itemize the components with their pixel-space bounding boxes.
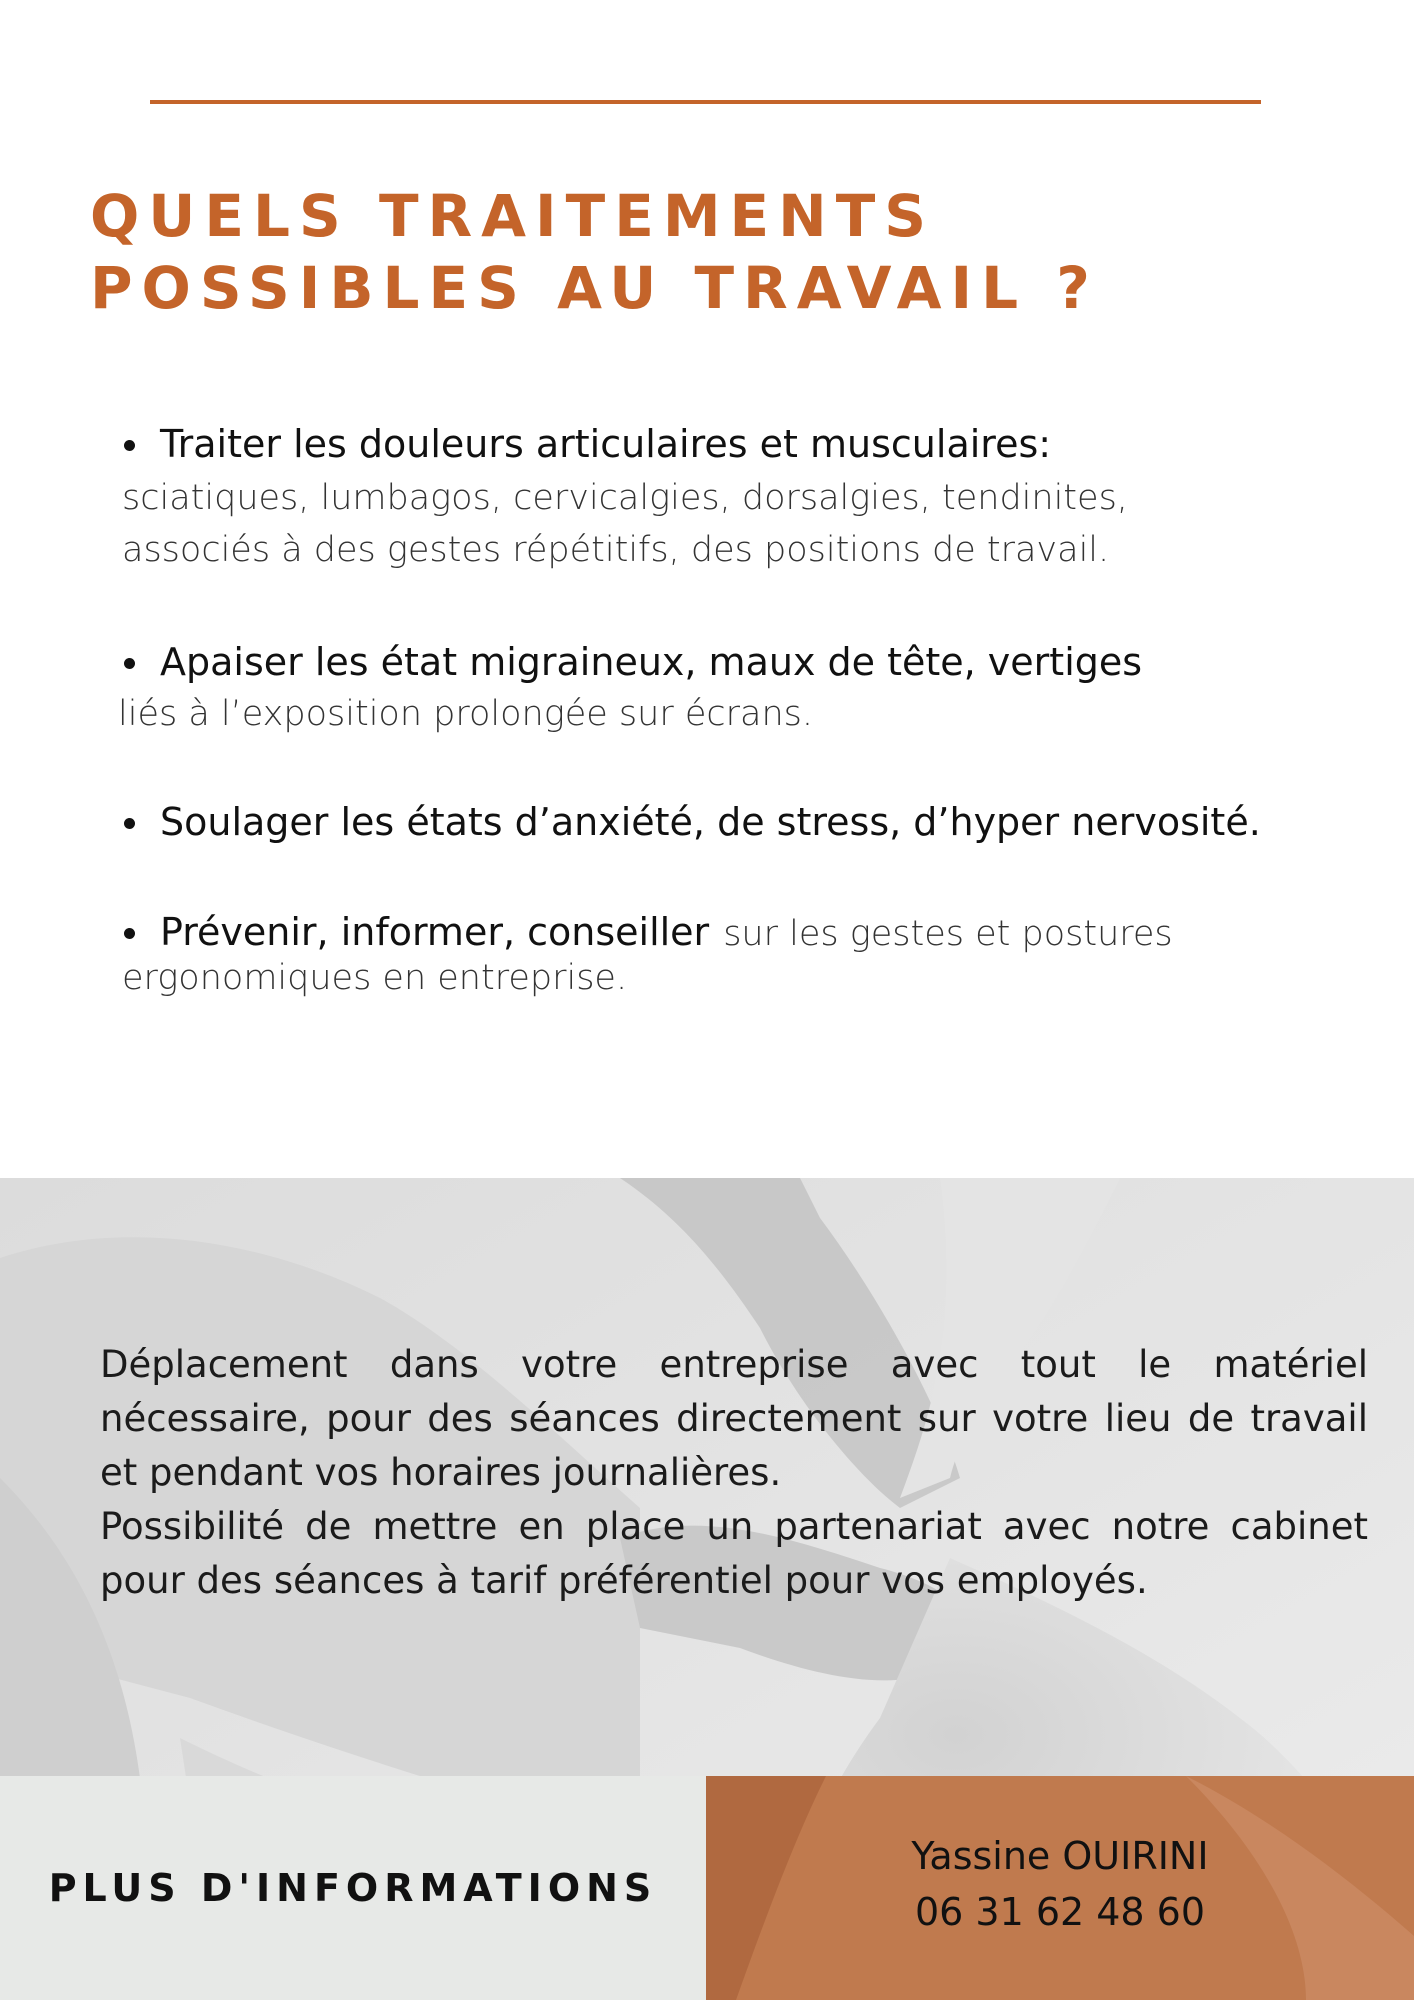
paragraph-line: pour des séances à tarif préférentiel pour vos employés. bbox=[100, 1559, 1148, 1602]
bullet-text: sciatiques, lumbagos, cervicalgies, dorsalgies, tendinites, bbox=[122, 478, 1128, 518]
bullet-heading: Soulager les états d’anxiété, de stress, d’hyper nervosité. bbox=[122, 796, 1332, 848]
info-label: PLUS D'INFORMATIONS bbox=[48, 1866, 658, 1910]
bullet-text: ergonomiques en entreprise. bbox=[122, 958, 628, 998]
contact-name: Yassine OUIRINI bbox=[911, 1834, 1209, 1878]
bullet-inline-text: sur les gestes et postures bbox=[723, 914, 1173, 954]
list-item bbox=[122, 796, 1332, 848]
info-banner bbox=[0, 1776, 706, 2000]
page-title bbox=[90, 180, 1340, 324]
list-item bbox=[122, 906, 1332, 1004]
contact-phone[interactable]: 06 31 62 48 60 bbox=[914, 1890, 1206, 1934]
bullet-heading-text: Prévenir, informer, conseiller bbox=[160, 910, 710, 954]
bullet-heading bbox=[122, 906, 1332, 960]
bullet-text: liés à l’exposition prolongée sur écrans. bbox=[118, 694, 814, 734]
paragraph-line: Déplacement dans votre entreprise avec tout le matériel bbox=[100, 1343, 1368, 1386]
bullet-heading: Apaiser les état migraineux, maux de tête, vertiges bbox=[122, 636, 1332, 688]
bullet-text: associés à des gestes répétitifs, des positions de travail. bbox=[122, 530, 1110, 570]
paragraph-line: et pendant vos horaires journalières. bbox=[100, 1451, 782, 1494]
list-item bbox=[118, 636, 1332, 740]
paragraph-line: nécessaire, pour des séances directement sur votre lieu de travail bbox=[100, 1397, 1368, 1440]
contact-panel bbox=[706, 1776, 1414, 2000]
contact-info bbox=[706, 1828, 1414, 1940]
bullet-heading: Traiter les douleurs articulaires et musculaires: bbox=[122, 418, 1332, 470]
title-line-2: POSSIBLES AU TRAVAIL ? bbox=[90, 254, 1099, 322]
paragraph-line: Possibilité de mettre en place un partenariat avec notre cabinet bbox=[100, 1505, 1368, 1548]
service-description bbox=[100, 1338, 1368, 1608]
top-divider bbox=[150, 100, 1261, 104]
title-line-1: QUELS TRAITEMENTS bbox=[90, 182, 936, 250]
list-item bbox=[122, 418, 1332, 576]
